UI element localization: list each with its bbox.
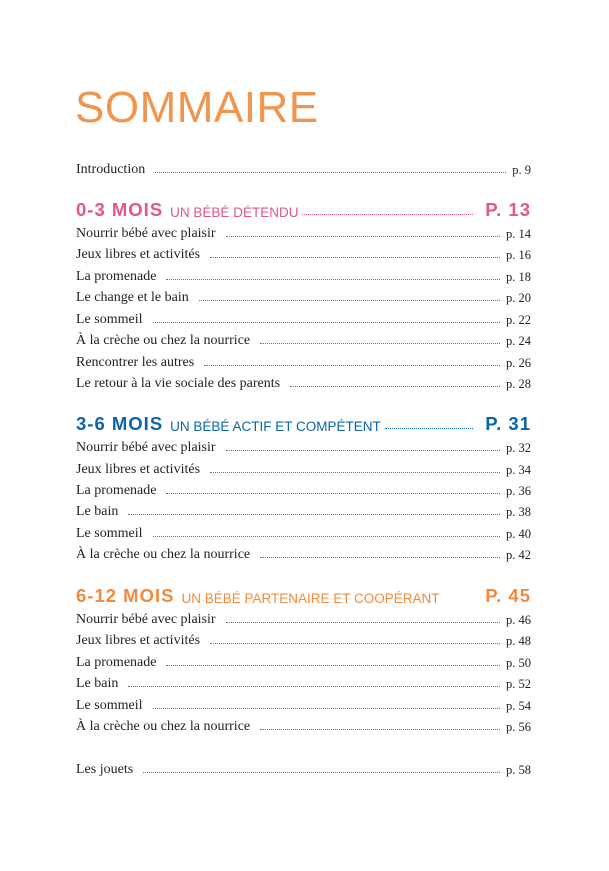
toc-entry-label: À la crèche ou chez la nourrice: [76, 547, 251, 562]
toc-entry-label: Nourrir bébé avec plaisir: [76, 612, 216, 627]
section-subtitle: UN BÉBÉ DÉTENDU: [170, 205, 299, 220]
toc-entry-label: À la crèche ou chez la nourrice: [76, 333, 251, 348]
leader-dots: [204, 365, 500, 366]
toc-entry-page: p. 38: [506, 505, 531, 519]
toc-entry-page: p. 40: [506, 527, 531, 541]
toc-entry[interactable]: [76, 543, 531, 563]
toc-entry[interactable]: [76, 522, 531, 542]
toc-entry-label: Introduction: [76, 162, 146, 177]
toc-entry[interactable]: [76, 458, 531, 478]
toc-entry-page: p. 14: [506, 227, 531, 241]
leader-dots: [226, 622, 500, 623]
toc-entry-page: p. 28: [506, 377, 531, 391]
toc-entry[interactable]: [76, 672, 531, 692]
leader-dots: [153, 322, 501, 323]
toc-entry-label: La promenade: [76, 483, 157, 498]
toc-entry-label: Le bain: [76, 504, 119, 519]
toc-entry-label: La promenade: [76, 269, 157, 284]
toc-entry-label: Le sommeil: [76, 526, 143, 541]
section-age: 0-3 MOIS: [76, 199, 164, 220]
toc-entry-page: p. 58: [506, 763, 531, 777]
toc-entry-page: p. 42: [506, 548, 531, 562]
leader-dots: [166, 279, 500, 280]
toc-entry-label: Nourrir bébé avec plaisir: [76, 226, 216, 241]
toc-entry-page: p. 9: [512, 163, 531, 177]
toc-entry[interactable]: [76, 436, 531, 456]
toc-entry-label: À la crèche ou chez la nourrice: [76, 719, 251, 734]
toc-entry-page: p. 20: [506, 291, 531, 305]
toc-entry[interactable]: [76, 479, 531, 499]
toc-entry-page: p. 18: [506, 270, 531, 284]
section-header-3-6[interactable]: [76, 411, 531, 435]
leader-dots: [385, 428, 473, 429]
toc-entry[interactable]: [76, 265, 531, 285]
leader-dots: [128, 514, 500, 515]
leader-dots: [143, 772, 500, 773]
leader-dots: [260, 557, 500, 558]
toc-entry-page: p. 22: [506, 313, 531, 327]
toc-entry-label: Le bain: [76, 676, 119, 691]
toc-entry[interactable]: [76, 372, 531, 392]
leader-dots: [199, 300, 500, 301]
leader-dots: [226, 236, 500, 237]
toc-entry-label: Rencontrer les autres: [76, 355, 195, 370]
toc-entry[interactable]: [76, 608, 531, 628]
leader-dots: [210, 257, 500, 258]
toc-entry-page: p. 50: [506, 656, 531, 670]
toc-entry-label: Le sommeil: [76, 698, 143, 713]
toc-entry-page: p. 46: [506, 613, 531, 627]
toc-entry-page: p. 24: [506, 334, 531, 348]
leader-dots: [226, 450, 500, 451]
toc-entry[interactable]: [76, 308, 531, 328]
toc-entry[interactable]: [76, 651, 531, 671]
toc-entry-label: Jeux libres et activités: [76, 633, 201, 648]
toc-entry-page: p. 32: [506, 441, 531, 455]
toc-entry-page: p. 36: [506, 484, 531, 498]
toc-entry-label: Le change et le bain: [76, 290, 189, 305]
section-header-6-12[interactable]: [76, 583, 531, 607]
leader-dots: [166, 493, 500, 494]
toc-entry[interactable]: [76, 500, 531, 520]
leader-dots: [153, 536, 501, 537]
section-age: 6-12 MOIS: [76, 585, 175, 606]
leader-dots: [260, 343, 500, 344]
section-page: P. 13: [485, 199, 531, 220]
leader-dots: [210, 472, 500, 473]
section-age: 3-6 MOIS: [76, 413, 164, 434]
section-page: P. 45: [485, 585, 531, 606]
toc-entry[interactable]: [76, 329, 531, 349]
toc-entry-label: Les jouets: [76, 762, 134, 777]
toc-entry-page: p. 48: [506, 634, 531, 648]
toc-entry[interactable]: [76, 243, 531, 263]
toc-entry[interactable]: [76, 694, 531, 714]
leader-dots: [128, 686, 500, 687]
leader-dots: [155, 172, 506, 173]
leader-dots: [260, 729, 500, 730]
toc-entry-page: p. 34: [506, 463, 531, 477]
section-subtitle: UN BÉBÉ PARTENAIRE ET COOPÉRANT: [181, 591, 440, 606]
toc-entry[interactable]: [76, 351, 531, 371]
section-page: P. 31: [485, 413, 531, 434]
toc-entry-label: Jeux libres et activités: [76, 462, 201, 477]
toc-entry-introduction[interactable]: [76, 158, 531, 178]
toc-entry-page: p. 26: [506, 356, 531, 370]
section-header-0-3[interactable]: [76, 197, 531, 221]
toc-entry-label: Le sommeil: [76, 312, 143, 327]
toc-entry-page: p. 52: [506, 677, 531, 691]
toc-entry[interactable]: [76, 715, 531, 735]
leader-dots: [166, 665, 500, 666]
toc-entry-page: p. 56: [506, 720, 531, 734]
leader-dots: [153, 708, 501, 709]
toc-entry-page: p. 54: [506, 699, 531, 713]
toc-entry-label: La promenade: [76, 655, 157, 670]
toc-entry[interactable]: [76, 286, 531, 306]
toc-entry-label: Nourrir bébé avec plaisir: [76, 440, 216, 455]
leader-dots: [302, 214, 473, 215]
toc-entry[interactable]: [76, 222, 531, 242]
leader-dots: [290, 386, 500, 387]
page-title: SOMMAIRE: [75, 83, 319, 132]
leader-dots: [210, 643, 500, 644]
toc-entry-page: p. 16: [506, 248, 531, 262]
section-subtitle: UN BÉBÉ ACTIF ET COMPÉTENT: [170, 419, 381, 434]
toc-entry-label: Jeux libres et activités: [76, 247, 201, 262]
toc-entry[interactable]: [76, 629, 531, 649]
toc-entry-les-jouets[interactable]: [76, 758, 531, 778]
toc-entry-label: Le retour à la vie sociale des parents: [76, 376, 281, 391]
